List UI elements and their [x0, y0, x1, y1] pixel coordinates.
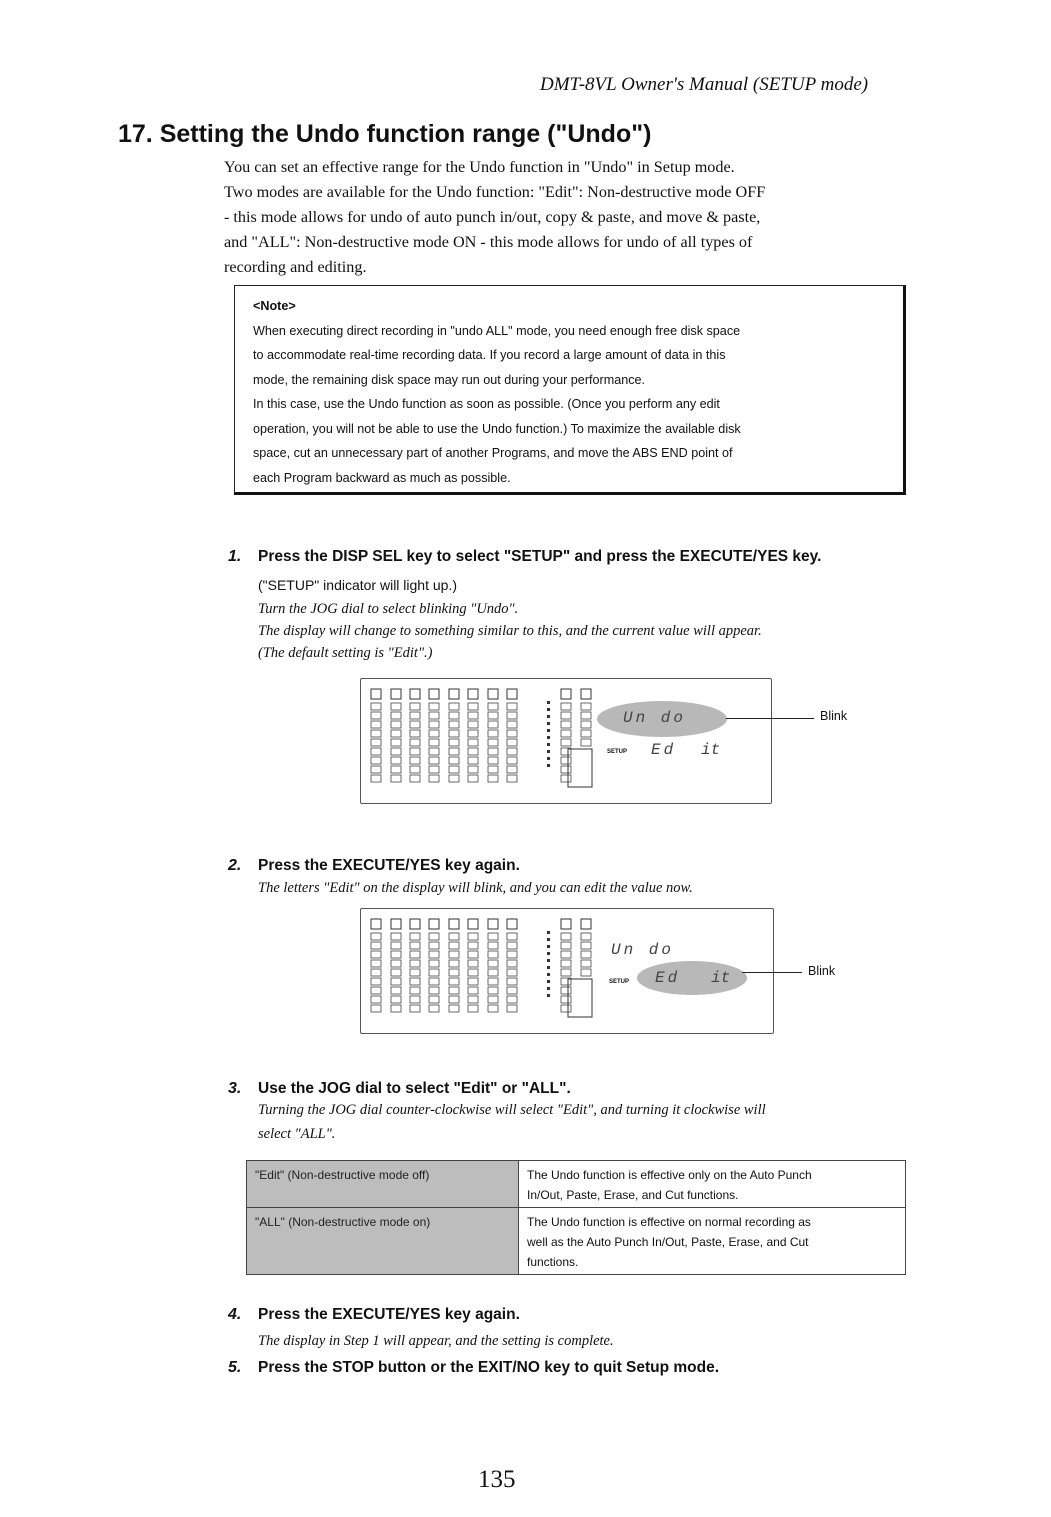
meter-segment — [449, 730, 459, 737]
track-number-box — [468, 919, 478, 929]
lcd-line-2b: it — [701, 741, 721, 759]
lcd-line-1: Un do — [623, 709, 687, 727]
meter-segment — [468, 775, 478, 782]
scale-dot — [547, 966, 550, 969]
step-1-note: ("SETUP" indicator will light up.) — [258, 577, 458, 593]
meter-segment — [410, 721, 420, 728]
meter-segment — [391, 996, 401, 1003]
meter-segment — [371, 766, 381, 773]
meter-segment — [468, 996, 478, 1003]
description-line: functions. — [527, 1255, 579, 1269]
track-number-box — [561, 919, 571, 929]
meter-segment — [449, 960, 459, 967]
meter-segment — [429, 969, 439, 976]
meter-segment — [468, 757, 478, 764]
meter-segment — [561, 766, 571, 773]
lcd-line-1: Un do — [611, 941, 675, 959]
meter-segment — [468, 969, 478, 976]
setup-indicator: SETUP — [609, 979, 630, 985]
scale-dot — [547, 987, 550, 990]
stereo-meter-box — [568, 749, 592, 787]
scale-dot — [547, 701, 550, 704]
meter-segment — [507, 703, 517, 710]
meter-segment — [371, 730, 381, 737]
meter-segment — [429, 766, 439, 773]
meter-segment — [561, 1005, 571, 1012]
scale-dot — [547, 952, 550, 955]
meter-segment — [449, 703, 459, 710]
meter-segment — [391, 987, 401, 994]
meter-segment — [468, 978, 478, 985]
meter-segment — [449, 757, 459, 764]
meter-segment — [507, 969, 517, 976]
lcd-display-edit — [360, 908, 774, 1034]
meter-segment — [507, 712, 517, 719]
meter-segment — [561, 739, 571, 746]
lcd-line-2a: Ed — [655, 969, 681, 987]
meter-segment — [371, 942, 381, 949]
description-line: In/Out, Paste, Erase, and Cut functions. — [527, 1188, 739, 1202]
track-number-box — [449, 919, 459, 929]
meter-segment — [371, 987, 381, 994]
meter-segment — [468, 951, 478, 958]
meter-segment — [429, 739, 439, 746]
meter-segment — [488, 996, 498, 1003]
meter-segment — [371, 739, 381, 746]
meter-segment — [507, 775, 517, 782]
meter-segment — [391, 730, 401, 737]
meter-segment — [449, 775, 459, 782]
meter-segment — [371, 775, 381, 782]
meter-segment — [429, 987, 439, 994]
meter-segment — [468, 1005, 478, 1012]
step-1-text: The display will change to something similar to this, and the current value will appear. — [258, 623, 762, 639]
track-number-box — [371, 689, 381, 699]
meter-segment — [371, 748, 381, 755]
meter-segment — [429, 730, 439, 737]
meter-segment — [391, 951, 401, 958]
meter-segment — [581, 739, 591, 746]
meter-segment — [488, 960, 498, 967]
meter-segment — [561, 730, 571, 737]
meter-segment — [449, 766, 459, 773]
meter-segment — [410, 748, 420, 755]
step-1-heading: Press the DISP SEL key to select "SETUP" and press the EXECUTE/YES key. — [258, 548, 822, 565]
callout-line — [726, 718, 814, 719]
step-4-text: The display in Step 1 will appear, and the setting is complete. — [258, 1333, 614, 1349]
scale-dot — [547, 959, 550, 962]
meter-segment — [449, 987, 459, 994]
meter-segment — [371, 969, 381, 976]
track-number-box — [410, 919, 420, 929]
meter-segment — [410, 775, 420, 782]
callout-line — [742, 972, 802, 973]
meter-segment — [561, 721, 571, 728]
scale-dot — [547, 715, 550, 718]
meter-segment — [429, 1005, 439, 1012]
meter-segment — [449, 721, 459, 728]
meter-segment — [410, 1005, 420, 1012]
meter-segment — [429, 933, 439, 940]
meter-segment — [410, 951, 420, 958]
meter-segment — [410, 933, 420, 940]
scale-dot — [547, 757, 550, 760]
intro-line: recording and editing. — [224, 258, 367, 276]
meter-segment — [429, 951, 439, 958]
meter-segment — [507, 978, 517, 985]
meter-segment — [581, 721, 591, 728]
meter-segment — [449, 996, 459, 1003]
description-cell — [519, 1161, 906, 1208]
meter-segment — [468, 933, 478, 940]
track-number-box — [391, 689, 401, 699]
setup-indicator: SETUP — [607, 749, 628, 755]
blink-callout: Blink — [808, 964, 836, 978]
lcd-display-undo — [360, 678, 772, 804]
meter-segment — [507, 960, 517, 967]
scale-dot — [547, 750, 550, 753]
meter-segment — [561, 996, 571, 1003]
meter-segment — [449, 712, 459, 719]
meter-segment — [371, 1005, 381, 1012]
lcd-line-2a: Ed — [651, 741, 677, 759]
meter-segment — [488, 933, 498, 940]
meter-segment — [429, 721, 439, 728]
meter-segment — [391, 766, 401, 773]
meter-segment — [410, 960, 420, 967]
scale-dot — [547, 743, 550, 746]
meter-segment — [507, 721, 517, 728]
meter-segment — [468, 766, 478, 773]
meter-segment — [561, 951, 571, 958]
meter-segment — [468, 739, 478, 746]
track-number-box — [410, 689, 420, 699]
note-line: In this case, use the Undo function as soon as possible. (Once you perform any edit — [253, 397, 720, 411]
meter-segment — [410, 730, 420, 737]
meter-segment — [488, 766, 498, 773]
meter-segment — [429, 960, 439, 967]
meter-segment — [488, 987, 498, 994]
meter-segment — [468, 703, 478, 710]
meter-segment — [561, 712, 571, 719]
meter-segment — [468, 960, 478, 967]
note-line: space, cut an unnecessary part of another Programs, and move the ABS END point of — [253, 446, 733, 460]
meter-segment — [581, 942, 591, 949]
meter-segment — [468, 721, 478, 728]
scale-dot — [547, 736, 550, 739]
meter-segment — [488, 951, 498, 958]
meter-segment — [429, 978, 439, 985]
blink-callout: Blink — [820, 709, 848, 723]
description-line: The Undo function is effective on normal recording as — [527, 1215, 811, 1229]
note-line: When executing direct recording in "undo ALL" mode, you need enough free disk space — [253, 323, 741, 338]
meter-segment — [488, 942, 498, 949]
meter-segment — [488, 703, 498, 710]
meter-segment — [507, 757, 517, 764]
note-line: to accommodate real-time recording data. If you record a large amount of data in this — [253, 348, 726, 362]
meter-segment — [581, 712, 591, 719]
meter-segment — [581, 969, 591, 976]
step-2-number: 2. — [228, 857, 242, 874]
meter-segment — [581, 730, 591, 737]
intro-paragraph — [224, 155, 929, 280]
meter-segment — [581, 960, 591, 967]
step-4-heading: Press the EXECUTE/YES key again. — [258, 1306, 520, 1323]
meter-segment — [488, 1005, 498, 1012]
description-cell — [519, 1208, 906, 1275]
track-number-box — [449, 689, 459, 699]
meter-segment — [488, 969, 498, 976]
meter-segment — [449, 942, 459, 949]
meter-segment — [371, 960, 381, 967]
meter-segment — [561, 987, 571, 994]
meter-segment — [410, 766, 420, 773]
meter-segment — [468, 712, 478, 719]
description-line: The Undo function is effective only on the Auto Punch — [527, 1168, 812, 1182]
meter-segment — [488, 978, 498, 985]
meter-segment — [581, 703, 591, 710]
meter-segment — [410, 712, 420, 719]
track-number-box — [581, 689, 591, 699]
track-number-box — [507, 689, 517, 699]
meter-segment — [410, 942, 420, 949]
meter-segment — [507, 748, 517, 755]
meter-segment — [507, 766, 517, 773]
blink-highlight — [637, 961, 747, 995]
meter-segment — [371, 996, 381, 1003]
meter-segment — [488, 775, 498, 782]
meter-segment — [468, 748, 478, 755]
step-1-text: Turn the JOG dial to select blinking "Undo". — [258, 601, 519, 617]
meter-segment — [561, 703, 571, 710]
meter-segment — [449, 969, 459, 976]
note-line: each Program backward as much as possible. — [253, 470, 511, 485]
scale-dot — [547, 938, 550, 941]
meter-segment — [561, 969, 571, 976]
step-1-number: 1. — [228, 548, 242, 565]
meter-segment — [371, 933, 381, 940]
step-5-number: 5. — [228, 1359, 242, 1376]
intro-line: You can set an effective range for the Undo function in "Undo" in Setup mode. — [224, 158, 735, 176]
meter-segment — [507, 942, 517, 949]
meter-segment — [410, 969, 420, 976]
meter-segment — [449, 951, 459, 958]
scale-dot — [547, 980, 550, 983]
step-2-text: The letters "Edit" on the display will blink, and you can edit the value now. — [258, 880, 693, 896]
meter-segment — [561, 757, 571, 764]
meter-segment — [561, 942, 571, 949]
note-line: mode, the remaining disk space may run out during your performance. — [253, 372, 646, 387]
meter-segment — [449, 748, 459, 755]
meter-segment — [507, 739, 517, 746]
meter-segment — [449, 739, 459, 746]
step-3-number: 3. — [228, 1080, 242, 1097]
step-3-heading: Use the JOG dial to select "Edit" or "ALL". — [258, 1080, 571, 1097]
meter-segment — [429, 775, 439, 782]
meter-segment — [468, 942, 478, 949]
meter-segment — [410, 978, 420, 985]
meter-segment — [581, 951, 591, 958]
meter-segment — [371, 951, 381, 958]
meter-segment — [581, 933, 591, 940]
track-number-box — [371, 919, 381, 929]
meter-segment — [410, 987, 420, 994]
meter-segment — [507, 951, 517, 958]
meter-segment — [391, 942, 401, 949]
meter-segment — [391, 933, 401, 940]
meter-segment — [488, 721, 498, 728]
section-title: 17. Setting the Undo function range ("Undo") — [118, 120, 652, 148]
step-1-text: (The default setting is "Edit".) — [258, 645, 433, 661]
step-3-text: Turning the JOG dial counter-clockwise will select "Edit", and turning it clockwise will — [258, 1102, 766, 1118]
meter-segment — [561, 960, 571, 967]
meter-segment — [507, 996, 517, 1003]
track-number-box — [468, 689, 478, 699]
description-line: well as the Auto Punch In/Out, Paste, Erase, and Cut — [527, 1235, 809, 1249]
intro-line: - this mode allows for undo of auto punch in/out, copy & paste, and move & paste, — [224, 208, 761, 226]
meter-segment — [410, 703, 420, 710]
track-number-box — [391, 919, 401, 929]
meter-segment — [449, 933, 459, 940]
track-number-box — [561, 689, 571, 699]
track-number-box — [488, 689, 498, 699]
meter-segment — [371, 721, 381, 728]
meter-segment — [391, 739, 401, 746]
meter-segment — [488, 748, 498, 755]
intro-line: Two modes are available for the Undo function: "Edit": Non-destructive mode OFF — [224, 183, 766, 201]
table-row — [247, 1208, 906, 1275]
meter-segment — [507, 987, 517, 994]
meter-segment — [391, 775, 401, 782]
meter-segment — [391, 978, 401, 985]
step-3-text: select "ALL". — [258, 1126, 336, 1142]
table-row — [247, 1161, 906, 1208]
meter-segment — [507, 1005, 517, 1012]
note-title: <Note> — [253, 299, 296, 313]
meter-segment — [391, 969, 401, 976]
scale-dot — [547, 973, 550, 976]
meter-segment — [488, 730, 498, 737]
meter-segment — [429, 712, 439, 719]
running-header: DMT-8VL Owner's Manual (SETUP mode) — [540, 74, 869, 95]
meter-segment — [561, 775, 571, 782]
meter-segment — [449, 978, 459, 985]
meter-segment — [507, 933, 517, 940]
meter-segment — [468, 987, 478, 994]
track-number-box — [581, 919, 591, 929]
meter-segment — [410, 757, 420, 764]
meter-segment — [371, 757, 381, 764]
meter-segment — [371, 703, 381, 710]
scale-dot — [547, 945, 550, 948]
scale-dot — [547, 764, 550, 767]
scale-dot — [547, 931, 550, 934]
meter-segment — [488, 712, 498, 719]
meter-segment — [429, 996, 439, 1003]
undo-modes-table — [246, 1160, 906, 1275]
meter-segment — [371, 978, 381, 985]
note-box — [234, 285, 906, 495]
meter-segment — [391, 712, 401, 719]
track-number-box — [507, 919, 517, 929]
meter-segment — [391, 1005, 401, 1012]
scale-dot — [547, 729, 550, 732]
lcd-line-2b: it — [711, 969, 731, 987]
note-line: operation, you will not be able to use the Undo function.) To maximize the available disk — [253, 421, 741, 436]
meter-segment — [561, 933, 571, 940]
meter-segment — [449, 1005, 459, 1012]
page-number: 135 — [478, 1466, 516, 1493]
meter-segment — [468, 730, 478, 737]
meter-segment — [391, 960, 401, 967]
meter-segment — [429, 748, 439, 755]
meter-segment — [507, 730, 517, 737]
track-number-box — [429, 919, 439, 929]
scale-dot — [547, 994, 550, 997]
meter-segment — [429, 942, 439, 949]
meter-segment — [391, 703, 401, 710]
track-number-box — [488, 919, 498, 929]
track-number-box — [429, 689, 439, 699]
meter-segment — [391, 748, 401, 755]
scale-dot — [547, 722, 550, 725]
meter-segment — [391, 721, 401, 728]
mode-cell: "Edit" (Non-destructive mode off) — [247, 1161, 519, 1208]
meter-segment — [410, 739, 420, 746]
step-2-heading: Press the EXECUTE/YES key again. — [258, 857, 520, 874]
meter-segment — [391, 757, 401, 764]
meter-segment — [488, 739, 498, 746]
intro-line: and "ALL": Non-destructive mode ON - this mode allows for undo of all types of — [224, 233, 753, 251]
meter-segment — [371, 712, 381, 719]
meter-segment — [429, 757, 439, 764]
step-4-number: 4. — [228, 1306, 242, 1323]
mode-cell: "ALL" (Non-destructive mode on) — [247, 1208, 519, 1275]
stereo-meter-box — [568, 979, 592, 1017]
meter-segment — [488, 757, 498, 764]
step-5-heading: Press the STOP button or the EXIT/NO key to quit Setup mode. — [258, 1359, 720, 1376]
meter-segment — [429, 703, 439, 710]
meter-segment — [410, 996, 420, 1003]
scale-dot — [547, 708, 550, 711]
